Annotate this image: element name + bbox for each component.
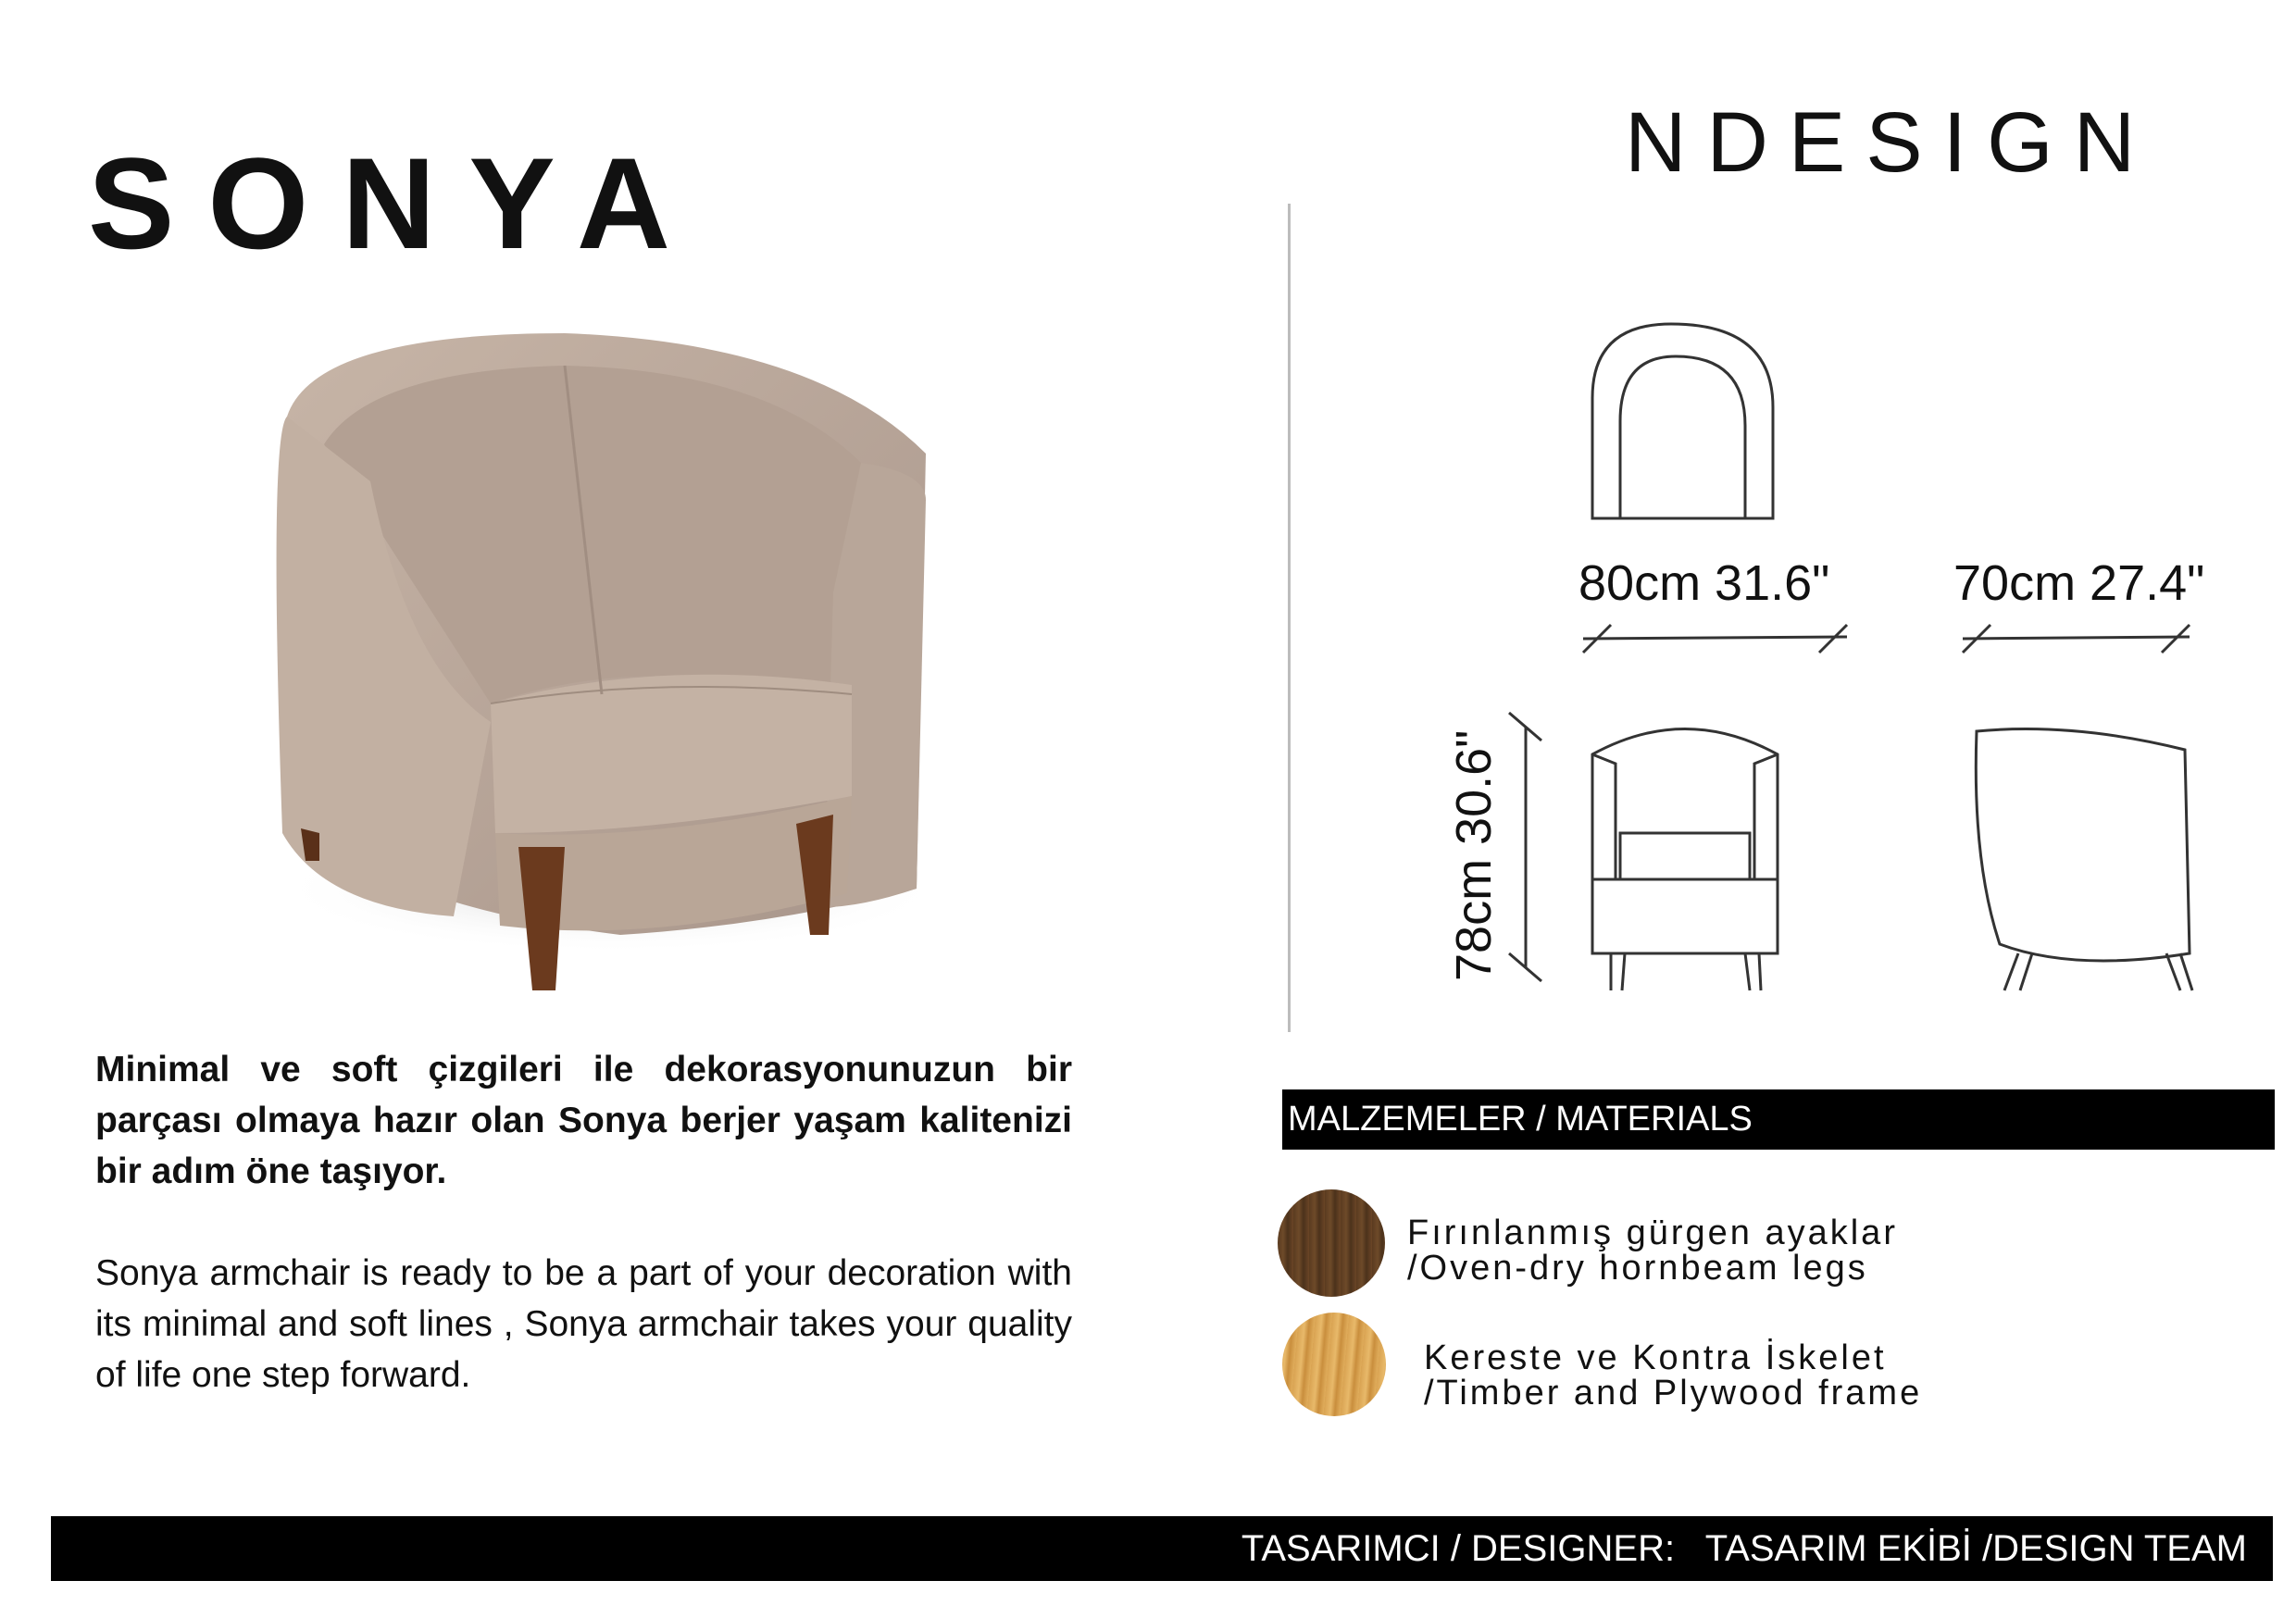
front-view-drawing [1592, 729, 1778, 991]
width-label: 80cm 31.6" [1578, 555, 1830, 611]
description-turkish: Minimal ve soft çizgileri ile dekorasyonunuzun bir parçası olmaya hazır olan Sonya berjer yaşam kalitenizi bir adım öne taşıyor. [95, 1050, 1072, 1191]
vertical-divider [1288, 204, 1291, 1032]
side-view-drawing [1976, 729, 2192, 991]
hornbeam-wood-swatch [1278, 1189, 1385, 1297]
product-title: SONYA [88, 131, 705, 276]
brand-logo: NDESIGN [1625, 95, 2156, 190]
material-frame: Kereste ve Kontra İskelet /Timber and Plywood frame [1424, 1338, 1923, 1413]
materials-heading: MALZEMELER / MATERIALS [1282, 1089, 2275, 1150]
height-label: 78cm 30.6" [1446, 729, 1502, 981]
width-dimension-line [1583, 637, 1847, 639]
depth-dimension-line [1963, 637, 2190, 639]
designer-footer: TASARIMCI / DESIGNER: TASARIM EKİBİ /DESIGN TEAM [51, 1516, 2273, 1581]
dimension-drawings [1426, 305, 2240, 1009]
armchair-photo [213, 315, 954, 1018]
description-english: Sonya armchair is ready to be a part of your decoration with its minimal and soft lines , Sonya armchair takes your quality of life one step forward. [95, 1253, 1072, 1395]
timber-wood-swatch [1282, 1313, 1386, 1416]
material-legs: Fırınlanmış gürgen ayaklar /Oven-dry hornbeam legs [1407, 1214, 1898, 1288]
depth-label: 70cm 27.4" [1953, 555, 2205, 611]
